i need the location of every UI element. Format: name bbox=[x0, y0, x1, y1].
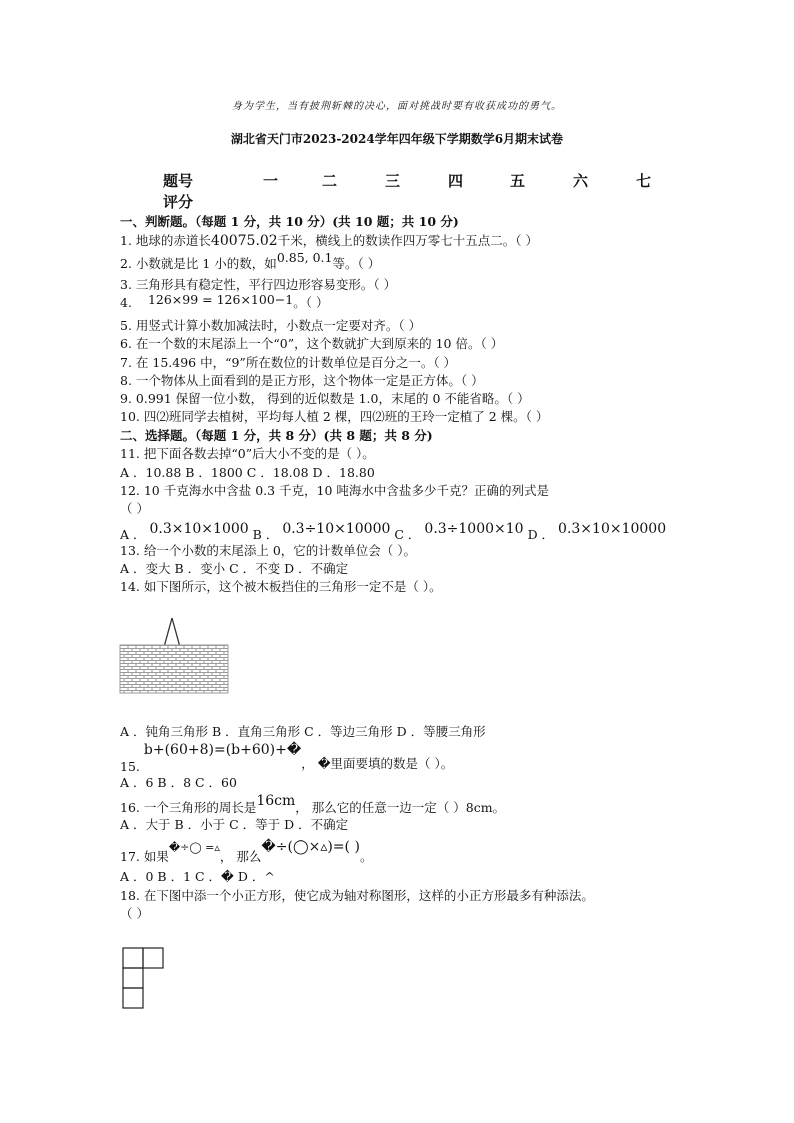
q4-text-post: 。（ ） bbox=[293, 295, 329, 310]
square-grid-figure bbox=[121, 946, 167, 1010]
triangle-right-edge bbox=[172, 618, 180, 647]
question-8: 8. 一个物体从上面看到的是正方形，这个物体一定是正方体。（ ） bbox=[120, 373, 484, 388]
question-15 bbox=[120, 740, 454, 774]
question-6: 6. 在一个数的末尾添上一个“0”，这个数就扩大到原来的 10 倍。（ ） bbox=[120, 336, 504, 351]
q17-text-pre: 17. 如果 bbox=[120, 849, 169, 864]
question-4 bbox=[120, 293, 328, 311]
q4-num: 4. bbox=[120, 295, 132, 310]
q12-option-d: 0.3×10×10000 bbox=[558, 521, 667, 537]
triangle-behind-board-figure bbox=[118, 615, 230, 697]
score-col-6: 六 bbox=[573, 172, 589, 190]
question-17-options: A ．0 B ．1 C ．� D ．^ bbox=[120, 869, 275, 884]
q12-option-d-label: D ． bbox=[527, 527, 555, 542]
q17-text-post: 。 bbox=[359, 849, 373, 864]
wooden-board bbox=[120, 645, 228, 693]
question-13-options: A ．变大 B ．变小 C ．不变 D ．不确定 bbox=[120, 561, 349, 576]
question-10: 10. 四⑵班同学去植树，平均每人植 2 棵，四⑵班的王玲一定植了 2 棵。（ ） bbox=[120, 409, 549, 424]
q17-math-question: �÷(◯×▵)=( ) bbox=[261, 839, 360, 855]
page-title: 湖北省天门市2023-2024学年四年级下学期数学6月期末试卷 bbox=[230, 132, 564, 146]
q2-text-pre: 2. 小数就是比 1 小的数，如 bbox=[120, 256, 277, 271]
question-15-options: A ．6 B ．8 C ．60 bbox=[120, 775, 237, 790]
q2-text-post: 等。（ ） bbox=[332, 256, 381, 271]
section-heading-1: 一、判断题。（每题 1 分，共 10 分）(共 10 题；共 10 分) bbox=[120, 214, 459, 229]
question-9: 9. 0.991 保留一位小数， 得到的近似数是 1.0，末尾的 0 不能省略。（ ） bbox=[120, 391, 530, 406]
question-12-options bbox=[120, 519, 667, 542]
q1-text-post: 千米，横线上的数读作四万零七十五点二。（ ） bbox=[277, 233, 538, 248]
q12-option-b: 0.3÷10×10000 bbox=[282, 521, 391, 537]
q12-option-b-label: B ． bbox=[252, 527, 279, 542]
q15-num: 15. bbox=[120, 759, 140, 774]
grid-square bbox=[123, 988, 143, 1008]
q4-math: 126×99 = 126×100−1 bbox=[147, 292, 294, 307]
score-col-1: 一 bbox=[263, 172, 279, 190]
section-heading-2: 二、选择题。（每题 1 分，共 8 分）(共 8 题；共 8 分) bbox=[120, 428, 433, 443]
q12-option-a-label: A ． bbox=[120, 527, 146, 542]
question-3: 3. 三角形具有稳定性，平行四边形容易变形。（ ） bbox=[120, 277, 397, 292]
question-16 bbox=[120, 795, 505, 813]
score-col-7: 七 bbox=[636, 172, 652, 190]
q1-math: 40075.02 bbox=[210, 233, 278, 249]
score-col-3: 三 bbox=[385, 172, 401, 190]
question-13: 13. 给一个小数的末尾添上 0，它的计数单位会（ ）。 bbox=[120, 543, 417, 558]
score-table-col-label: 题号 bbox=[163, 172, 194, 190]
question-18-answer-paren: （ ） bbox=[120, 906, 149, 921]
q12-option-a: 0.3×10×1000 bbox=[149, 521, 249, 537]
q16-text-post: ， 那么它的任意一边一定（ ）8cm。 bbox=[295, 800, 506, 815]
q17-math-condition: �÷◯ =▵ bbox=[168, 841, 220, 854]
question-11: 11. 把下面各数去掉“0”后大小不变的是（ ）。 bbox=[120, 446, 375, 461]
score-table-row-label: 评分 bbox=[163, 193, 194, 211]
header-motto: 身为学生，当有披荆斩棘的决心，面对挑战时要有收获成功的勇气。 bbox=[232, 101, 562, 112]
question-16-options: A ．大于 B ．小于 C ．等于 D ．不确定 bbox=[120, 817, 349, 832]
q15-text-post: ， �里面要填的数是（ ）。 bbox=[301, 756, 454, 771]
question-18: 18. 在下图中添一个小正方形，使它成为轴对称图形，这样的小正方形最多有种添法。 bbox=[120, 888, 594, 903]
q12-option-c: 0.3÷1000×10 bbox=[424, 521, 524, 537]
question-11-options: A ．10.88 B ．1800 C ．18.08 D ．18.80 bbox=[120, 465, 375, 480]
question-17 bbox=[120, 837, 373, 864]
question-5: 5. 用竖式计算小数加减法时，小数点一定要对齐。（ ） bbox=[120, 318, 422, 333]
question-14-options: A ．钝角三角形 B ．直角三角形 C ．等边三角形 D ．等腰三角形 bbox=[120, 724, 486, 739]
score-col-2: 二 bbox=[322, 172, 338, 190]
q12-option-c-label: C ． bbox=[394, 527, 421, 542]
question-2 bbox=[120, 250, 381, 272]
q16-math: 16cm bbox=[256, 793, 296, 809]
q16-text-pre: 16. 一个三角形的周长是 bbox=[120, 800, 257, 815]
q15-math: b+(60+8)=(b+60)+� bbox=[143, 742, 302, 758]
q17-text-mid: ， 那么 bbox=[219, 849, 262, 864]
score-col-4: 四 bbox=[448, 172, 464, 190]
grid-square bbox=[123, 948, 143, 968]
q1-text-pre: 1. 地球的赤道长 bbox=[120, 233, 211, 248]
grid-square bbox=[143, 948, 163, 968]
grid-square bbox=[123, 968, 143, 988]
question-14: 14. 如下图所示，这个被木板挡住的三角形一定不是（ ）。 bbox=[120, 579, 442, 594]
question-12-answer-paren: （ ） bbox=[120, 501, 149, 516]
question-7: 7. 在 15.496 中，“9”所在数位的计数单位是百分之一。（ ） bbox=[120, 355, 457, 370]
q2-math: 0.85, 0.1 bbox=[276, 250, 333, 265]
question-1 bbox=[120, 231, 538, 249]
triangle-left-edge bbox=[164, 618, 172, 647]
question-12: 12. 10 千克海水中含盐 0.3 千克，10 吨海水中含盐多少千克？正确的列式是 bbox=[120, 483, 549, 498]
score-col-5: 五 bbox=[510, 172, 526, 190]
